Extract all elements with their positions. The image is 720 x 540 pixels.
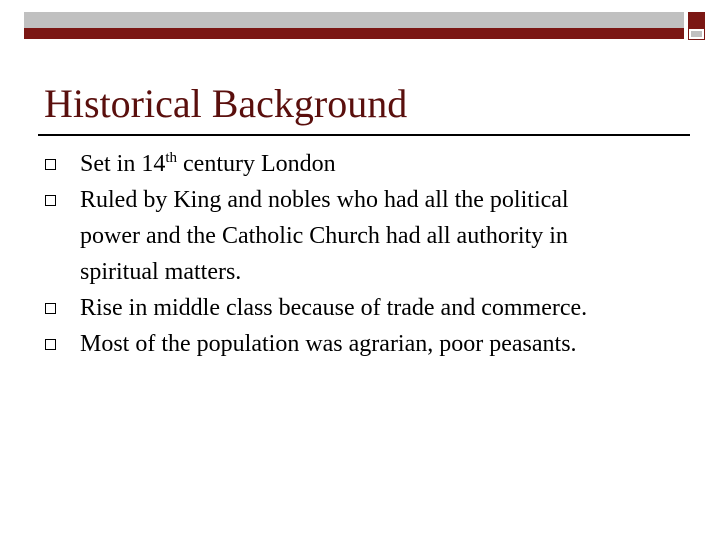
square-bullet-icon xyxy=(45,195,56,206)
bullet-line: spiritual matters. xyxy=(80,259,242,285)
bullet-text: century London xyxy=(177,151,336,177)
square-bullet-icon xyxy=(45,303,56,314)
bullet-text: Set in 14 xyxy=(80,151,166,177)
square-bullet-icon xyxy=(45,159,56,170)
title-divider xyxy=(38,134,690,136)
ordinal-suffix: th xyxy=(165,150,178,166)
bullet-line: power and the Catholic Church had all authority in xyxy=(80,223,568,249)
bullet-line xyxy=(80,146,684,182)
bullet-list xyxy=(44,146,684,362)
square-bullet-icon xyxy=(45,339,56,350)
bullet-item xyxy=(44,182,684,290)
corner-square-outline xyxy=(688,28,705,40)
header-accent-line xyxy=(24,28,684,39)
slide-title: Historical Background xyxy=(44,81,408,126)
bullet-line: Ruled by King and nobles who had all the political xyxy=(80,187,569,213)
bullet-item xyxy=(44,326,684,362)
corner-square-filled xyxy=(688,12,705,29)
bullet-item xyxy=(44,146,684,182)
header-band xyxy=(24,12,684,28)
bullet-line: Most of the population was agrarian, poor peasants. xyxy=(80,331,577,357)
bullet-item xyxy=(44,290,684,326)
bullet-line: Rise in middle class because of trade and commerce. xyxy=(80,295,588,321)
